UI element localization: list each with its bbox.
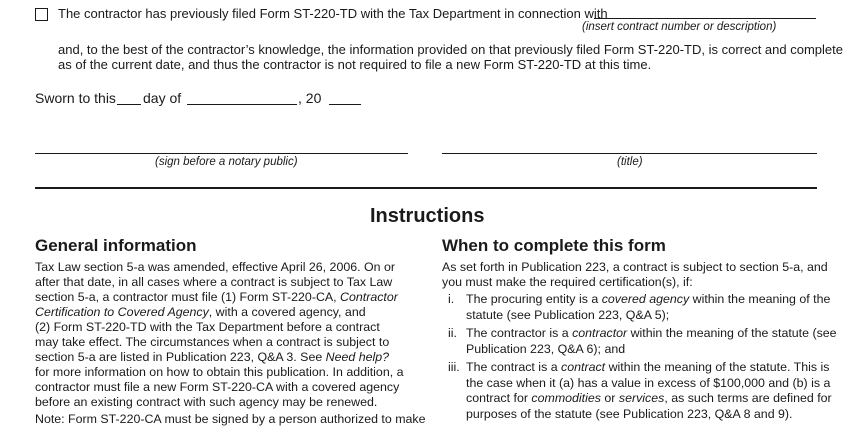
- prior-filing-checkbox[interactable]: [35, 8, 48, 21]
- item-line: Publication 223, Q&A 6); and: [466, 341, 626, 356]
- general-line: before an existing contract with such agency may be renewed.: [35, 395, 378, 409]
- item-number: i.: [448, 292, 455, 306]
- year-prefix-label: , 20: [298, 90, 322, 106]
- conditions-list: [442, 292, 837, 422]
- item-line: [466, 360, 837, 376]
- sworn-month-field[interactable]: [187, 90, 297, 105]
- knowledge-line-2: as of the current date, and thus the contractor is not required to file a new Form ST-220-TD at this time.: [58, 57, 652, 72]
- sworn-label: Sworn to this: [35, 90, 116, 106]
- item-line: purposes of the statute (see Publication 223, Q&A 8 and 9).: [466, 406, 793, 421]
- signature-field[interactable]: [35, 139, 408, 154]
- item-line: [466, 292, 837, 308]
- item-line: [466, 391, 837, 407]
- covered-agency-term: covered agency: [601, 292, 690, 306]
- general-line: may take effect. The circumstances when a contract is subject to: [35, 335, 390, 349]
- when-intro-2: you must make the required certification(s), if:: [442, 275, 693, 289]
- general-text: , with a covered agency, and: [208, 305, 366, 319]
- contract-term: contract: [561, 360, 606, 374]
- commodities-term: commodities: [531, 391, 601, 405]
- knowledge-line-1: and, to the best of the contractor’s knowledge, the information provided on that previously filed Form ST-220-TD, is correct and complete: [58, 42, 843, 57]
- when-intro-1: As set forth in Publication 223, a contract is subject to section 5-a, and: [442, 260, 828, 274]
- general-info-heading: General information: [35, 236, 197, 255]
- item-text: The procuring entity is a: [466, 292, 602, 306]
- signature-caption: (sign before a notary public): [155, 156, 298, 168]
- general-line: [35, 305, 366, 321]
- condition-item: [442, 360, 837, 422]
- general-line: Tax Law section 5-a was amended, effective April 26, 2006. On or: [35, 260, 395, 274]
- general-line: contractor must file a new Form ST-220-CA with a covered agency: [35, 380, 400, 394]
- item-text: within the meaning of the: [689, 292, 831, 306]
- item-text: within the meaning of the statute. This is: [605, 360, 830, 374]
- certification-title: Certification to Covered Agency: [35, 305, 209, 319]
- general-line: [35, 350, 389, 366]
- item-text: or: [600, 391, 619, 405]
- contractor-term: Contractor: [340, 290, 398, 304]
- general-line: after that date, in all cases where a contract is subject to Tax Law: [35, 275, 393, 289]
- day-of-label: day of: [143, 90, 182, 106]
- item-text: The contractor is a: [466, 326, 573, 340]
- general-line: Note: Form ST-220-CA must be signed by a person authorized to make: [35, 412, 426, 426]
- sworn-day-field[interactable]: [117, 90, 141, 105]
- instructions-heading: Instructions: [370, 205, 485, 227]
- general-line: [35, 290, 398, 306]
- general-text: section 5-a, a contractor must file (1) Form ST-220-CA,: [35, 290, 341, 304]
- checkbox-text: The contractor has previously filed Form ST-220-TD with the Tax Department in connection with: [58, 6, 608, 21]
- item-line: the case when it (a) has a value in excess of $100,000 and (b) is a: [466, 375, 831, 390]
- item-text: contract for: [466, 391, 532, 405]
- item-text: The contract is a: [466, 360, 562, 374]
- general-line: for more information on how to obtain this publication. In addition, a: [35, 365, 404, 379]
- services-term: services: [618, 391, 665, 405]
- item-line: [466, 326, 837, 342]
- item-text: within the meaning of the statute (see: [627, 326, 837, 340]
- item-text: , as such terms are defined for: [664, 391, 832, 405]
- need-help-link[interactable]: Need help?: [325, 350, 390, 364]
- condition-item: [442, 326, 837, 357]
- item-line: statute (see Publication 223, Q&A 5);: [466, 307, 670, 322]
- when-heading: When to complete this form: [442, 236, 666, 255]
- section-divider: [35, 187, 817, 189]
- item-number: ii.: [448, 326, 457, 340]
- contract-number-field[interactable]: [594, 4, 816, 19]
- title-caption: (title): [617, 156, 643, 168]
- item-number: iii.: [448, 360, 460, 374]
- general-text: section 5-a are listed in Publication 223, Q&A 3. See: [35, 350, 326, 364]
- contractor-term: contractor: [572, 326, 628, 340]
- general-line: (2) Form ST-220-TD with the Tax Department before a contract: [35, 320, 380, 334]
- condition-item: [442, 292, 837, 323]
- title-field[interactable]: [442, 139, 817, 154]
- sworn-year-field[interactable]: [329, 90, 361, 105]
- contract-number-caption: (insert contract number or description): [582, 21, 777, 33]
